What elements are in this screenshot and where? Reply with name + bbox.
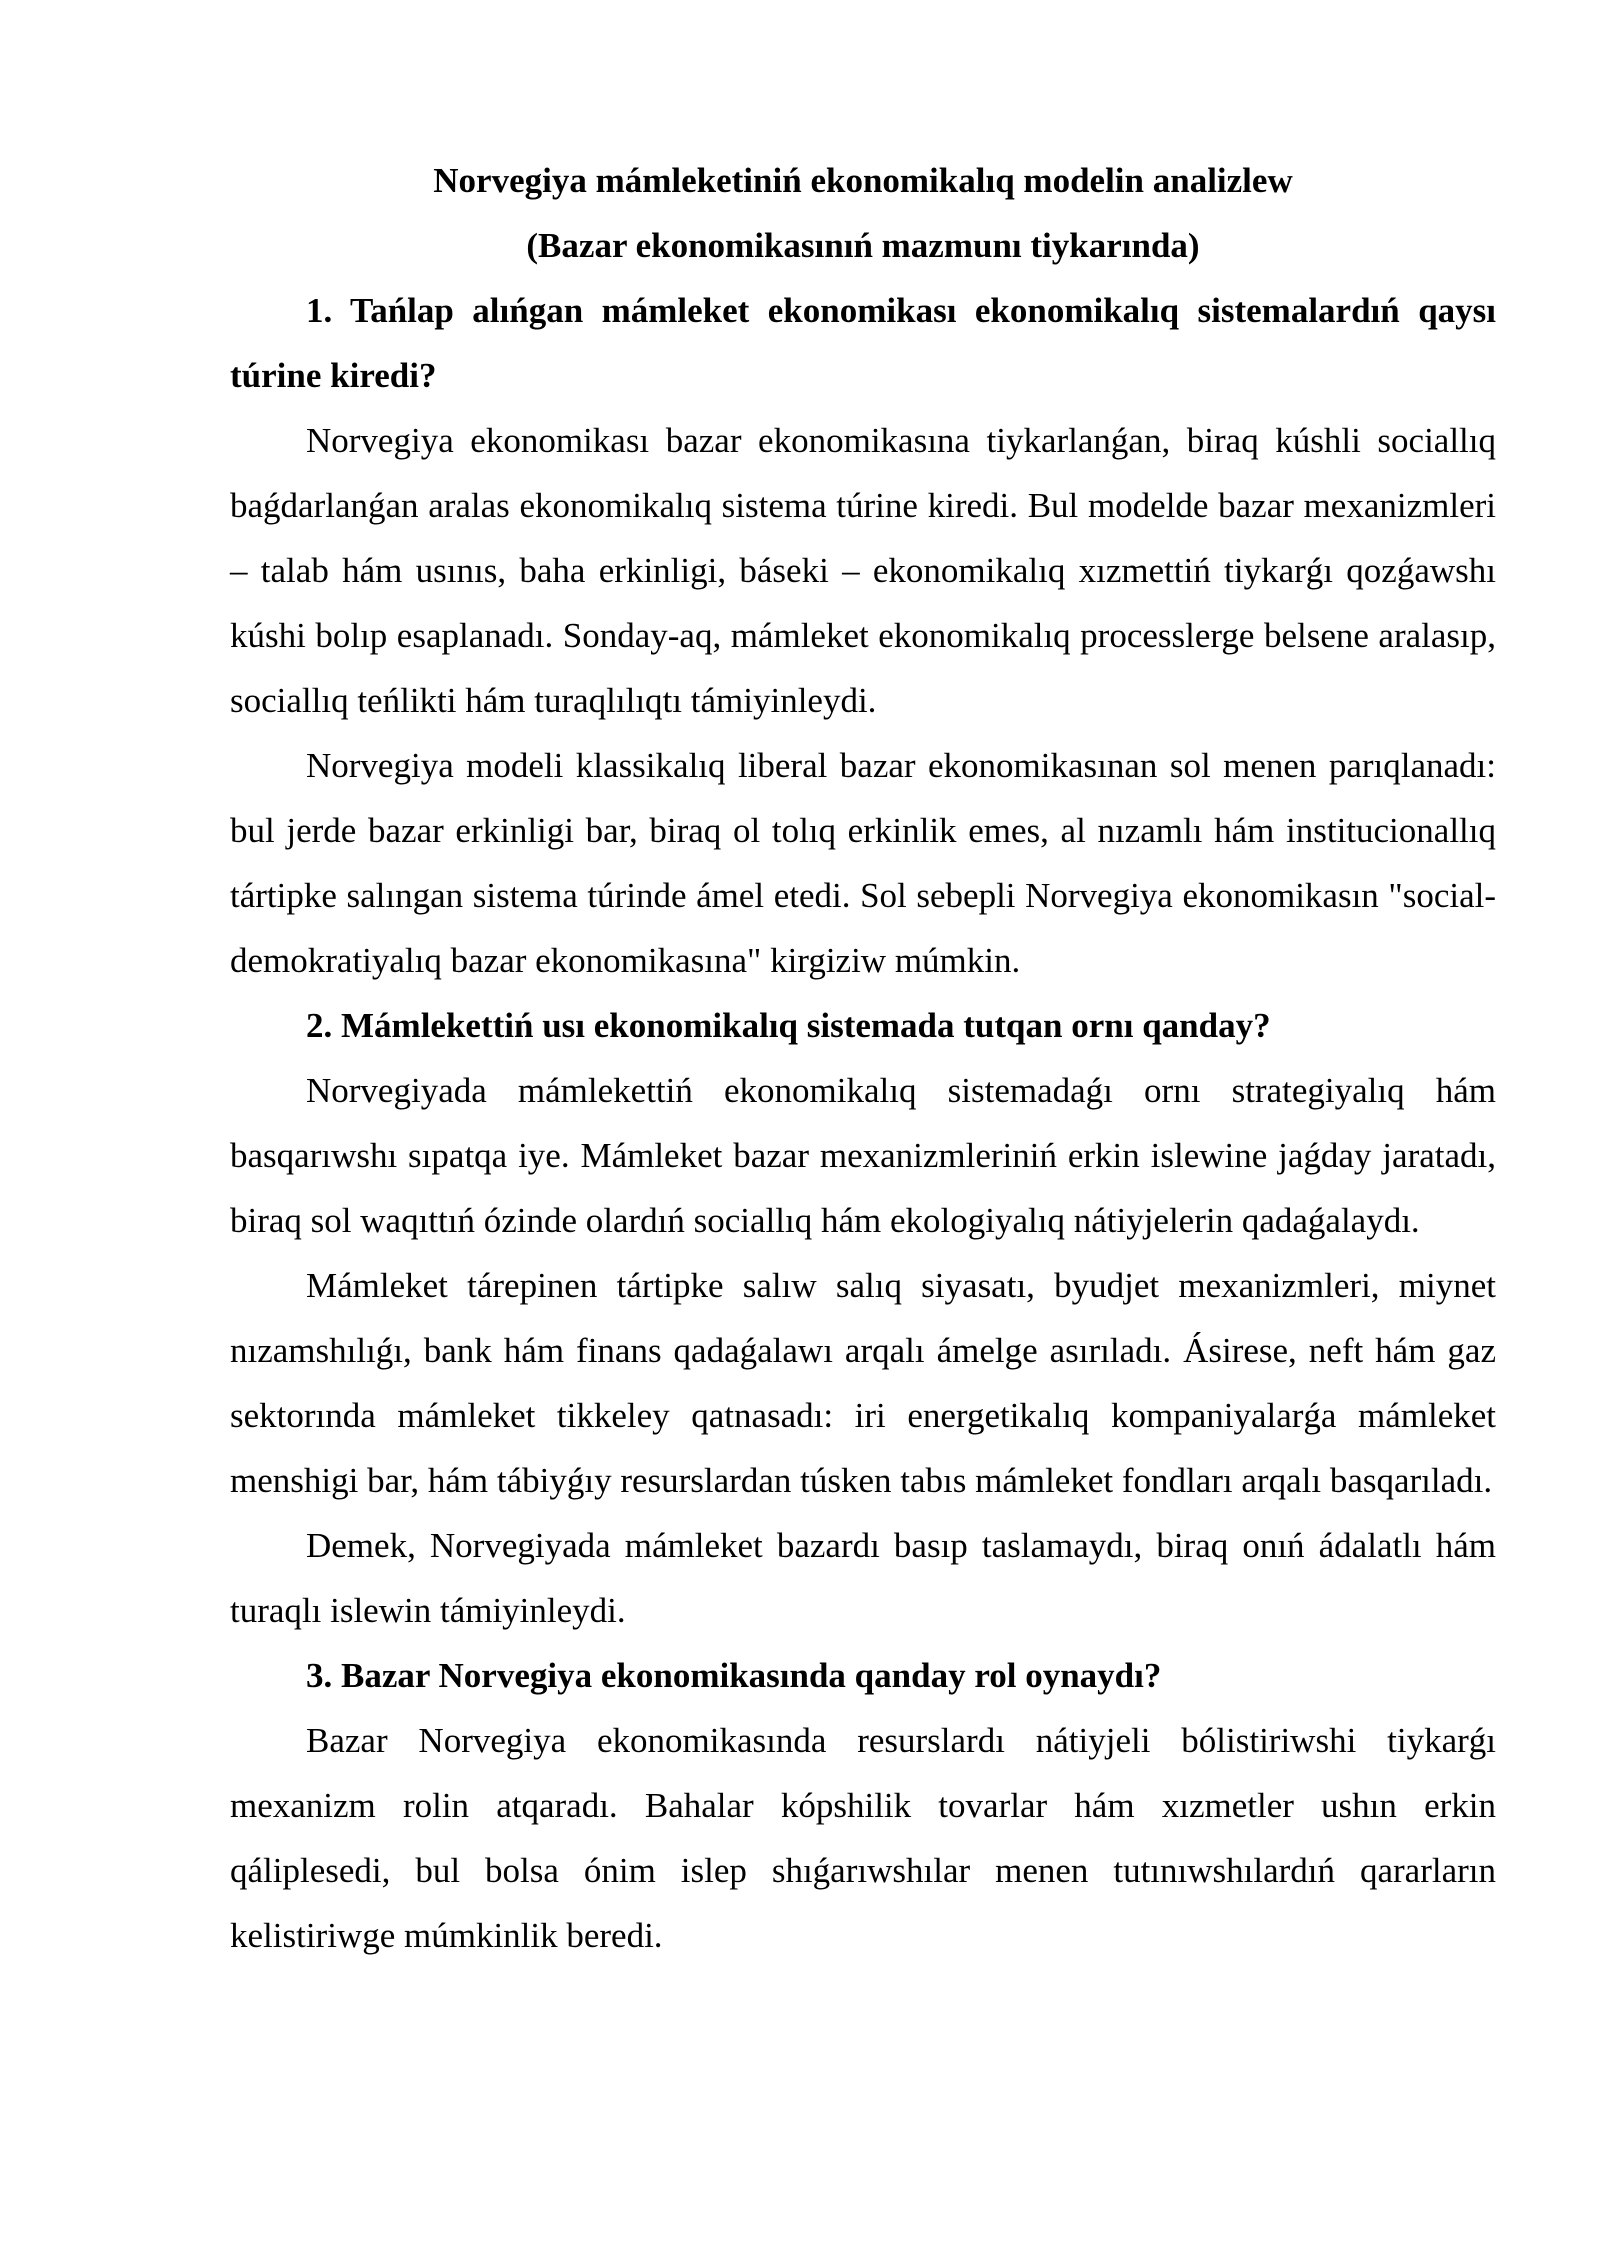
section-2-paragraph-2: Mámleket tárepinen tártipke salıw salıq siyasatı, byudjet mexanizmleri, miynet nızamshılıǵı, bank hám finans qadaǵalawı arqalı ámelge asırıladı. Ásirese, neft hám gaz sektorında mámleket tikkeley qatnasadı: iri energetikalıq kompaniyalarǵa mámleket menshigi bar, hám tábiyǵıy resurslardan túsken tabıs mámleket fondları arqalı basqarıladı. bbox=[230, 1266, 1496, 1500]
section-3-heading: 3. Bazar Norvegiya ekonomikasında qanday rol oynaydı? bbox=[306, 1656, 1162, 1695]
section-2-heading: 2. Mámlekettiń usı ekonomikalıq sistemada tutqan ornı qanday? bbox=[306, 1006, 1271, 1045]
section-1-paragraph-1: Norvegiya ekonomikası bazar ekonomikasına tiykarlanǵan, biraq kúshli sociallıq baǵdarlanǵan aralas ekonomikalıq sistema túrine kiredi. Bul modelde bazar mexanizmleri – talab hám usınıs, baha erkinligi, báseki – ekonomikalıq xızmettiń tiykarǵı qozǵawshı kúshi bolıp esaplanadı. Sonday-aq, mámleket ekonomikalıq processlerge belsene aralasıp, sociallıq teńlikti hám turaqlılıqtı támiyinleydi. bbox=[230, 421, 1496, 720]
section-1-paragraph-2: Norvegiya modeli klassikalıq liberal bazar ekonomikasınan sol menen parıqlanadı: bul jerde bazar erkinligi bar, biraq ol tolıq erkinlik emes, al nızamlı hám institucionallıq tártipke salıngan sistema túrinde ámel etedi. Sol sebepli Norvegiya ekonomikasın "social-demokratiyalıq bazar ekonomikasına" kirgiziw múmkin. bbox=[230, 746, 1496, 980]
document-subtitle: (Bazar ekonomikasınıń mazmunı tiykarında) bbox=[526, 226, 1200, 265]
document-title: Norvegiya mámleketiniń ekonomikalıq modelin analizlew bbox=[433, 161, 1293, 200]
section-2-paragraph-1: Norvegiyada mámlekettiń ekonomikalıq sistemadaǵı ornı strategiyalıq hám basqarıwshı sıpatqa iye. Mámleket bazar mexanizmleriniń erkin islewine jaǵday jaratadı, biraq sol waqıttıń ózinde olardıń sociallıq hám ekologiyalıq nátiyjelerin qadaǵalaydı. bbox=[230, 1071, 1496, 1240]
section-1-heading: 1. Tańlap alıńgan mámleket ekonomikası ekonomikalıq sistemalardıń qaysı túrine kiredi? bbox=[230, 291, 1496, 395]
section-3-paragraph-1: Bazar Norvegiya ekonomikasında resurslardı nátiyjeli bólistiriwshi tiykarǵı mexanizm rolin atqaradı. Bahalar kópshilik tovarlar hám xızmetler ushın erkin qáliplesedi, bul bolsa ónim islep shıǵarıwshılar menen tutınıwshılardıń qararların kelistiriwge múmkinlik beredi. bbox=[230, 1721, 1496, 1955]
document-page bbox=[230, 148, 1496, 1968]
section-2-paragraph-3: Demek, Norvegiyada mámleket bazardı basıp taslamaydı, biraq onıń ádalatlı hám turaqlı islewin támiyinleydi. bbox=[230, 1526, 1496, 1630]
